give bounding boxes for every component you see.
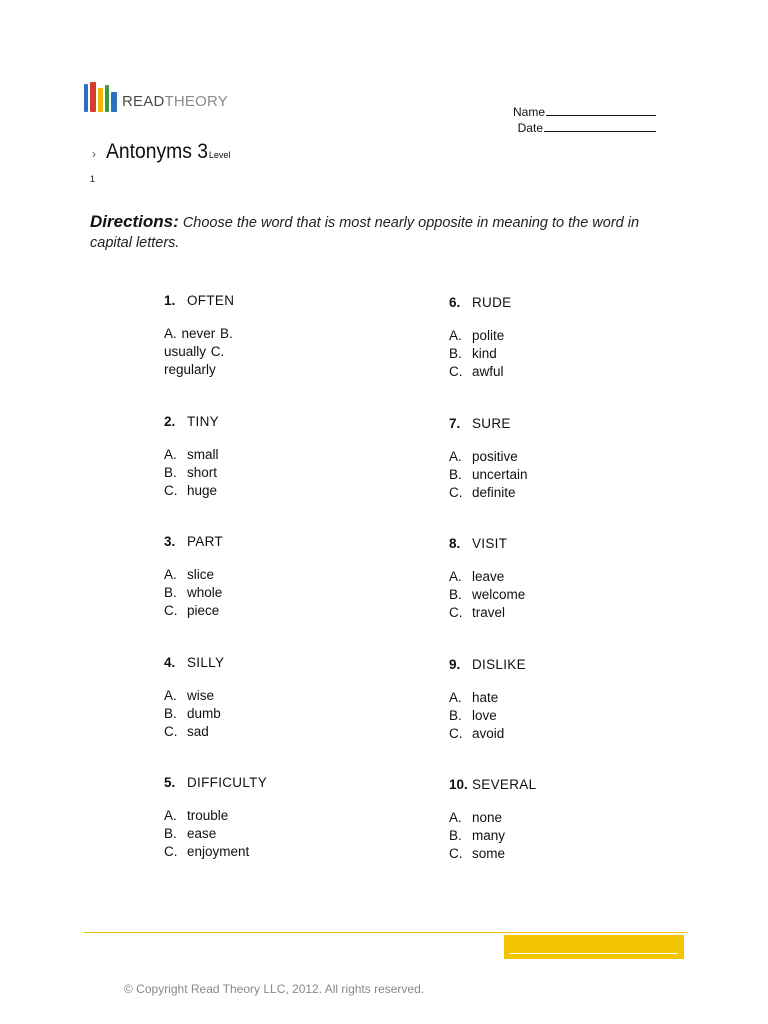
option-a[interactable]: A. leave bbox=[449, 569, 505, 584]
question-word: SILLY bbox=[187, 655, 225, 670]
option-b[interactable]: B. whole bbox=[164, 585, 223, 600]
question-number: 9. bbox=[449, 657, 461, 672]
question-number: 5. bbox=[164, 775, 176, 790]
question-number: 8. bbox=[449, 536, 461, 551]
option-c[interactable]: C. enjoyment bbox=[164, 844, 250, 859]
footer-box-line bbox=[510, 953, 678, 954]
question-10 bbox=[449, 777, 536, 863]
answer-options bbox=[164, 687, 224, 741]
question-word: RUDE bbox=[472, 295, 512, 310]
question-number: 1. bbox=[164, 293, 176, 308]
option-c[interactable]: C. definite bbox=[449, 485, 516, 500]
option-a[interactable]: A. wise bbox=[164, 688, 215, 703]
logo-wordmark: READTHEORY bbox=[122, 93, 228, 110]
option-c[interactable]: C. travel bbox=[449, 605, 506, 620]
option-b[interactable]: B. many bbox=[449, 828, 506, 843]
copyright-text: © Copyright Read Theory LLC, 2012. All rights reserved. bbox=[124, 982, 425, 996]
date-field[interactable] bbox=[470, 120, 656, 136]
question-4 bbox=[164, 655, 224, 741]
option-b[interactable]: B. ease bbox=[164, 826, 217, 841]
answer-options bbox=[449, 327, 511, 381]
answer-options bbox=[164, 446, 219, 500]
level-number: 1 bbox=[90, 174, 96, 184]
books-icon bbox=[84, 82, 117, 112]
question-word: OFTEN bbox=[187, 293, 235, 308]
question-7 bbox=[449, 416, 528, 502]
option-a[interactable]: A. hate bbox=[449, 690, 499, 705]
question-word: PART bbox=[187, 534, 223, 549]
option-c[interactable]: C. sad bbox=[164, 724, 209, 739]
footer-accent-box bbox=[504, 935, 684, 959]
name-field[interactable] bbox=[470, 104, 656, 120]
bullet-chevron-icon: › bbox=[92, 147, 96, 161]
option-b[interactable]: B. uncertain bbox=[449, 467, 528, 482]
directions-label: Directions: bbox=[90, 212, 179, 231]
question-word: VISIT bbox=[472, 536, 508, 551]
answer-options bbox=[164, 566, 223, 620]
question-number: 6. bbox=[449, 295, 461, 310]
question-1 bbox=[164, 293, 254, 379]
question-2 bbox=[164, 414, 219, 500]
directions bbox=[90, 212, 660, 253]
question-8 bbox=[449, 536, 525, 622]
option-a[interactable]: A. small bbox=[164, 447, 219, 462]
question-word: DISLIKE bbox=[472, 657, 526, 672]
question-number: 10. bbox=[449, 777, 468, 792]
question-word: TINY bbox=[187, 414, 219, 429]
worksheet-title-row bbox=[92, 140, 230, 164]
question-number: 2. bbox=[164, 414, 176, 429]
question-word: SURE bbox=[472, 416, 511, 431]
question-5 bbox=[164, 775, 267, 861]
answer-options: A. never B. usually C. regularly bbox=[164, 326, 233, 377]
question-9 bbox=[449, 657, 526, 743]
name-label: Name bbox=[512, 105, 545, 119]
question-number: 7. bbox=[449, 416, 461, 431]
option-a[interactable]: A. positive bbox=[449, 449, 518, 464]
question-3 bbox=[164, 534, 223, 620]
name-line[interactable] bbox=[546, 104, 656, 116]
readtheory-logo bbox=[84, 82, 228, 112]
question-6 bbox=[449, 295, 511, 381]
footer-divider bbox=[84, 932, 688, 933]
option-b[interactable]: B. short bbox=[164, 465, 218, 480]
option-c[interactable]: C. avoid bbox=[449, 726, 505, 741]
option-c[interactable]: C. huge bbox=[164, 483, 218, 498]
answer-options bbox=[449, 448, 528, 502]
option-b[interactable]: B. welcome bbox=[449, 587, 526, 602]
option-c[interactable]: C. some bbox=[449, 846, 506, 861]
book-icon-blue-small bbox=[111, 92, 117, 112]
option-a[interactable]: A. polite bbox=[449, 328, 505, 343]
date-label: Date bbox=[517, 121, 543, 135]
question-word: DIFFICULTY bbox=[187, 775, 267, 790]
option-a[interactable]: A. none bbox=[449, 810, 503, 825]
question-number: 4. bbox=[164, 655, 176, 670]
book-icon-blue bbox=[84, 84, 88, 112]
option-c[interactable]: C. awful bbox=[449, 364, 504, 379]
option-a[interactable]: A. trouble bbox=[164, 808, 229, 823]
worksheet-title: Antonyms 3 bbox=[106, 140, 209, 163]
book-icon-yellow bbox=[98, 88, 103, 112]
option-b[interactable]: B. dumb bbox=[164, 706, 221, 721]
option-b[interactable]: B. love bbox=[449, 708, 497, 723]
level-label: Level bbox=[208, 150, 231, 160]
question-word: SEVERAL bbox=[472, 777, 537, 792]
directions-text: Choose the word that is most nearly opposite in meaning to the word in capital letters. bbox=[90, 215, 640, 251]
book-icon-red bbox=[90, 82, 96, 112]
name-date-fields bbox=[470, 104, 656, 136]
answer-options bbox=[449, 568, 525, 622]
date-line[interactable] bbox=[544, 120, 656, 132]
answer-options bbox=[449, 809, 536, 863]
answer-options bbox=[449, 689, 526, 743]
question-number: 3. bbox=[164, 534, 176, 549]
option-c[interactable]: C. piece bbox=[164, 603, 220, 618]
option-a[interactable]: A. slice bbox=[164, 567, 215, 582]
answer-options bbox=[164, 807, 267, 861]
book-icon-green bbox=[105, 85, 109, 112]
option-b[interactable]: B. kind bbox=[449, 346, 497, 361]
